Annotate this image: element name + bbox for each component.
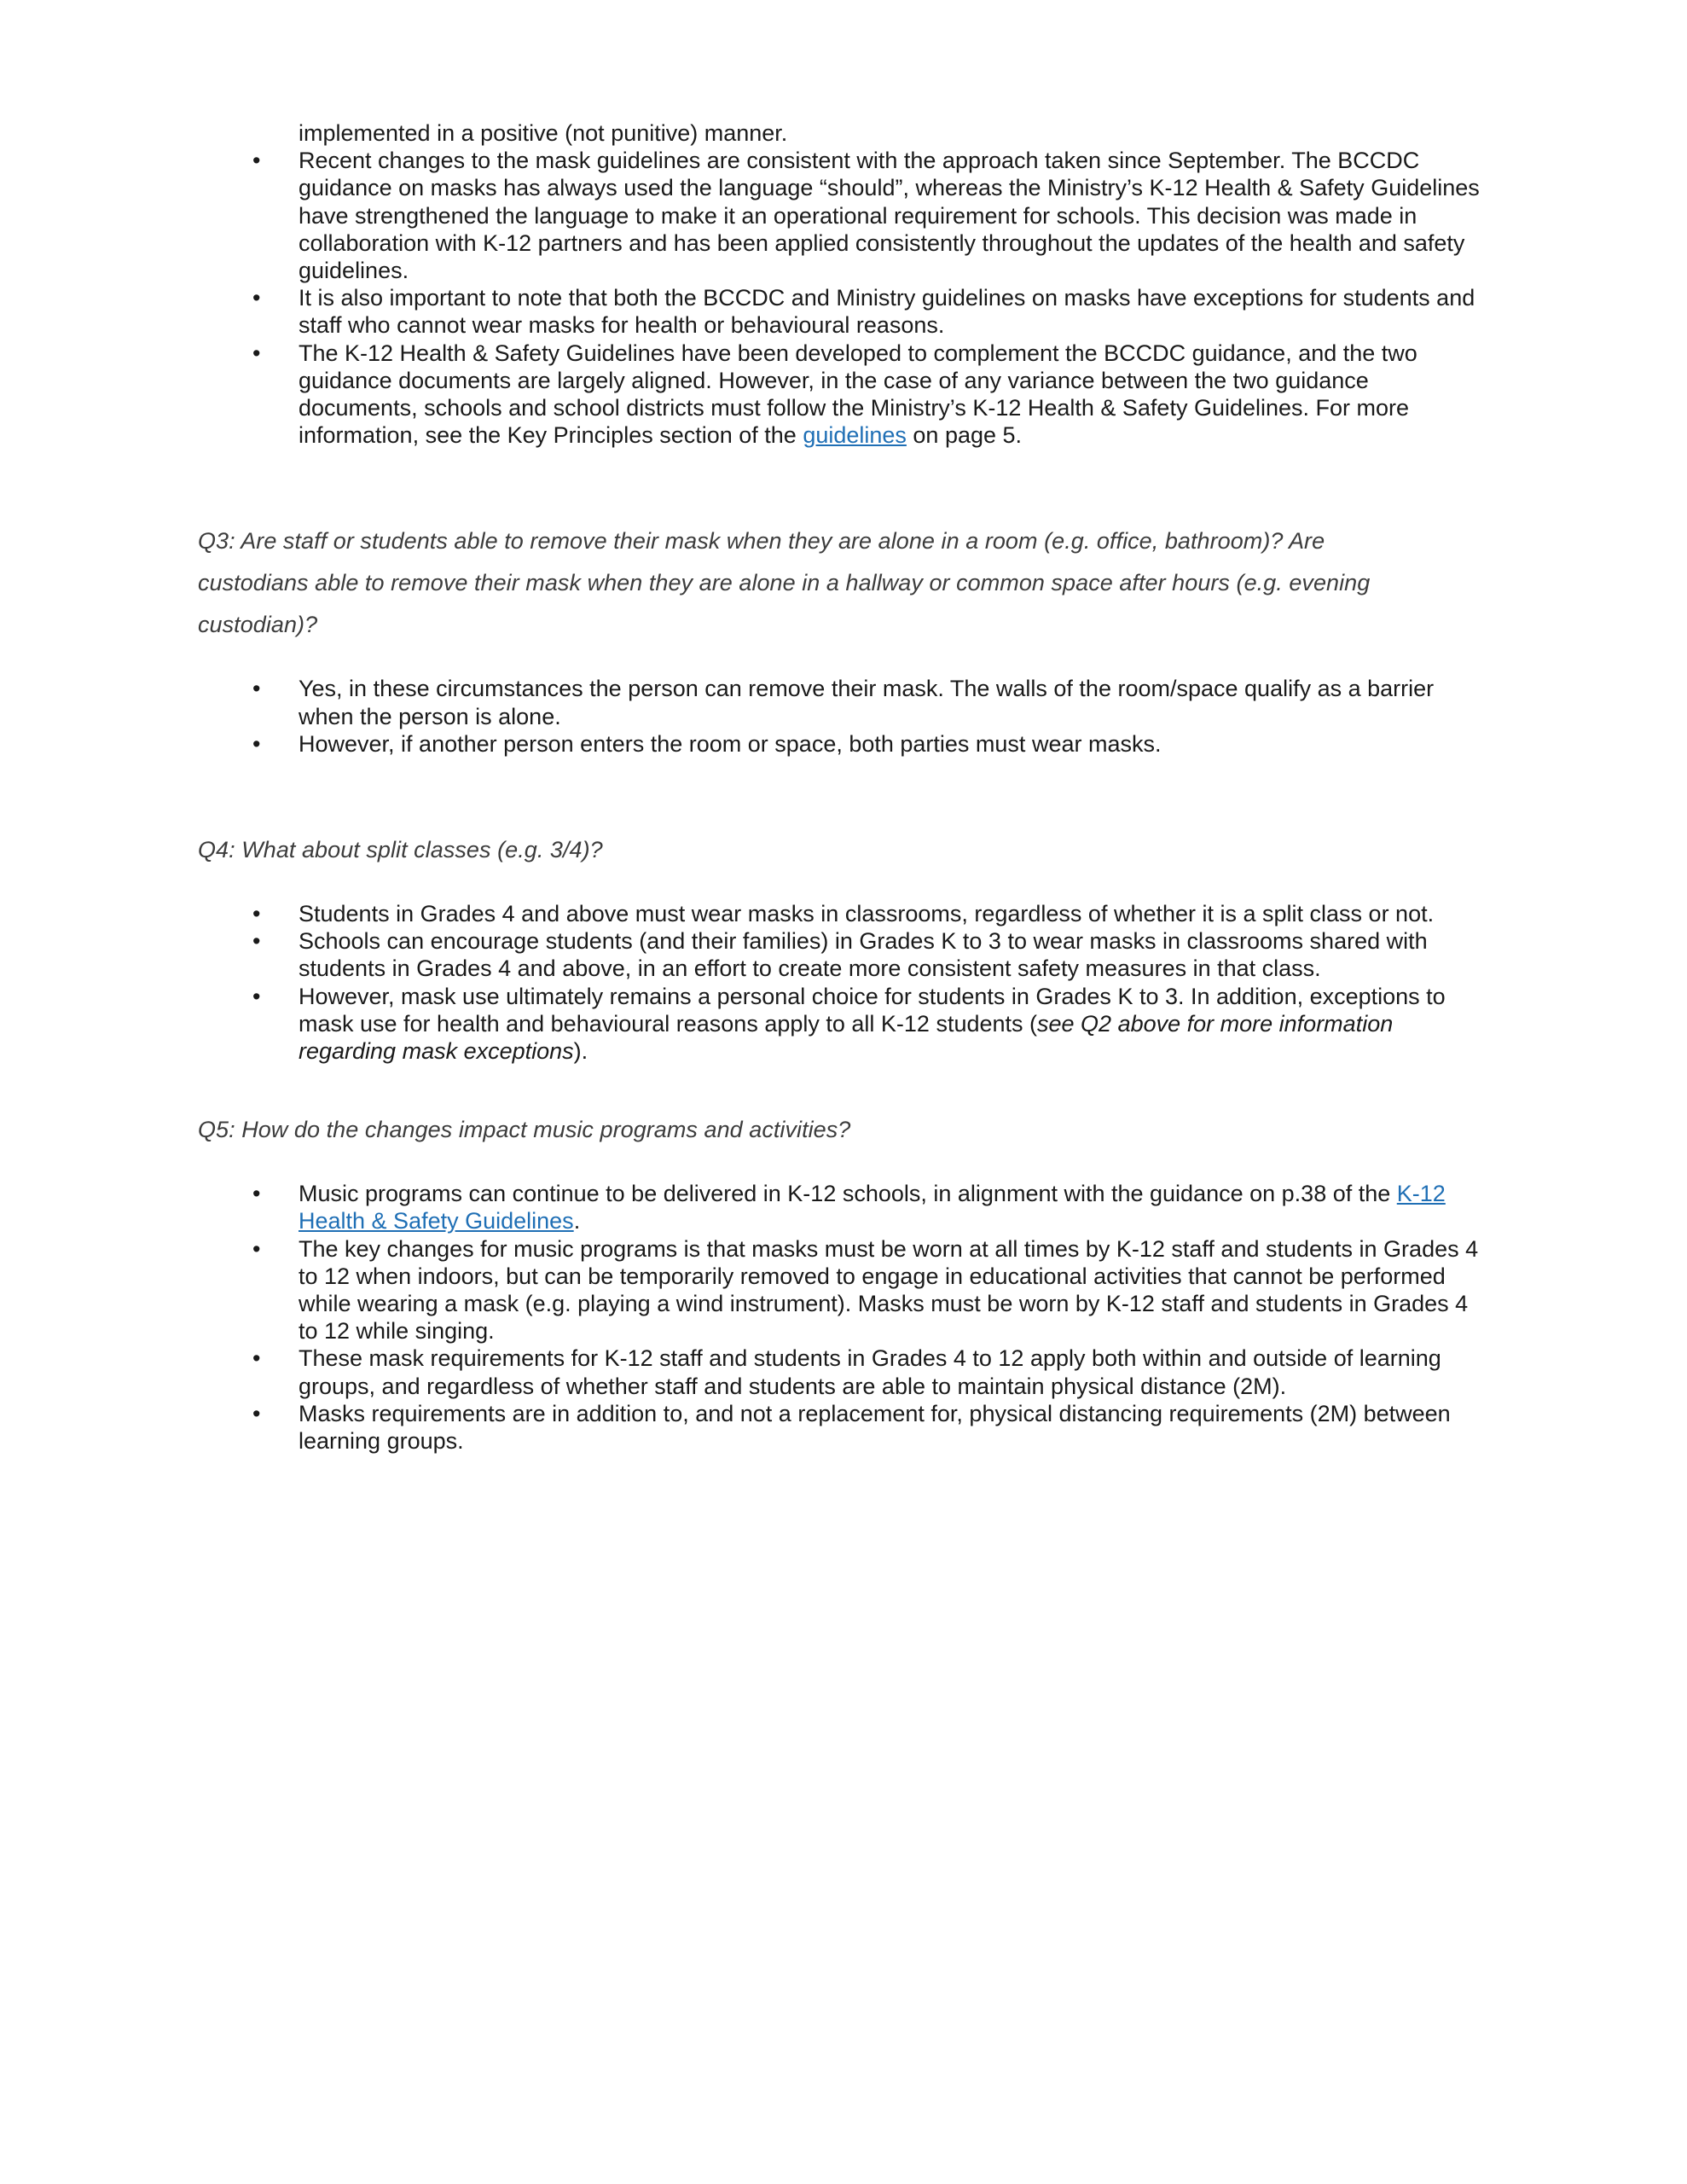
- list-item: • Students in Grades 4 and above must wear masks in classrooms, regardless of whether it is a split class or not.: [198, 900, 1486, 927]
- section-gap: [198, 758, 1486, 829]
- list-item: [198, 340, 1486, 450]
- document-body: [198, 119, 1486, 1455]
- q5-bullet-list: [198, 1180, 1486, 1455]
- bullet-text-prefix: Music programs can continue to be delivered in K-12 schools, in alignment with the guidance on p.38 of the: [299, 1181, 1397, 1207]
- list-item: • The key changes for music programs is that masks must be worn at all times by K-12 staff and students in Grades 4 to 12 when indoors, but can be temporarily removed to engage in educational activities that cannot be performed while wearing a mask (e.g. playing a wind instrument). Masks must be worn by K-12 staff and students in Grades 4 to 12 while singing.: [198, 1235, 1486, 1345]
- q3-bullet-list: [198, 675, 1486, 758]
- continuation-line: implemented in a positive (not punitive) manner.: [299, 120, 788, 146]
- heading-gap: [198, 871, 1486, 900]
- bullet-text-suffix: ).: [573, 1038, 588, 1065]
- list-item: • However, if another person enters the room or space, both parties must wear masks.: [198, 730, 1486, 758]
- bullet-text-suffix: on page 5.: [906, 422, 1023, 449]
- list-item: • Schools can encourage students (and their families) in Grades K to 3 to wear masks in classrooms shared with students in Grades 4 and above, in an effort to create more consistent safety measures in that class.: [198, 927, 1486, 982]
- guidelines-link[interactable]: guidelines: [803, 422, 907, 449]
- list-item: • Yes, in these circumstances the person can remove their mask. The walls of the room/space qualify as a barrier when the person is alone.: [198, 675, 1486, 729]
- q4-bullet-list: [198, 900, 1486, 1065]
- cross-reference-note: see Q2 above for more information regarding mask exceptions: [299, 1010, 1394, 1065]
- list-item: • Masks requirements are in addition to, and not a replacement for, physical distancing requirements (2M) between learning groups.: [198, 1400, 1486, 1455]
- bullet-text-prefix: However, mask use ultimately remains a personal choice for students in Grades K to 3. In addition, exceptions to mask use for health and behavioural reasons apply to all K-12 students (: [299, 983, 1446, 1037]
- list-item: • It is also important to note that both the BCCDC and Ministry guidelines on masks have exceptions for students and staff who cannot wear masks for health or behavioural reasons.: [198, 284, 1486, 339]
- k12-health-safety-guidelines-link[interactable]: K-12 Health & Safety Guidelines: [299, 1181, 1446, 1234]
- q5-heading: Q5: How do the changes impact music programs and activities?: [198, 1117, 851, 1143]
- q4-heading: Q4: What about split classes (e.g. 3/4)?: [198, 837, 603, 863]
- bullet-text-prefix: The K-12 Health & Safety Guidelines have been developed to complement the BCCDC guidance, and the two guidance documents are largely aligned. However, in the case of any variance between the two guidance documents, schools and school districts must follow the Ministry’s K-12 Health & Safety Guidelines. For more information, see the Key Principles section of the: [299, 340, 1417, 449]
- list-item: [198, 1180, 1486, 1234]
- heading-gap: [198, 646, 1486, 675]
- section-gap: [198, 1065, 1486, 1109]
- heading-gap: [198, 1151, 1486, 1180]
- q3-heading: Q3: Are staff or students able to remove their mask when they are alone in a room (e.g. office, bathroom)? Are custodians able to remove their mask when they are alone in a hallway or common space after hours (e.g. evening custodian)?: [198, 528, 1371, 638]
- list-item: • These mask requirements for K-12 staff and students in Grades 4 to 12 apply both within and outside of learning groups, and regardless of whether staff and students are able to maintain physical distance (2M).: [198, 1345, 1486, 1399]
- list-item: • Recent changes to the mask guidelines are consistent with the approach taken since September. The BCCDC guidance on masks has always used the language “should”, whereas the Ministry’s K-12 Health & Safety Guidelines have strengthened the language to make it an operational requirement for schools. This decision was made in collaboration with K-12 partners and has been applied consistently throughout the updates of the health and safety guidelines.: [198, 147, 1486, 284]
- section-gap: [198, 449, 1486, 520]
- intro-bullet-list: [198, 147, 1486, 449]
- bullet-text-suffix: .: [573, 1208, 581, 1234]
- list-item: [198, 983, 1486, 1066]
